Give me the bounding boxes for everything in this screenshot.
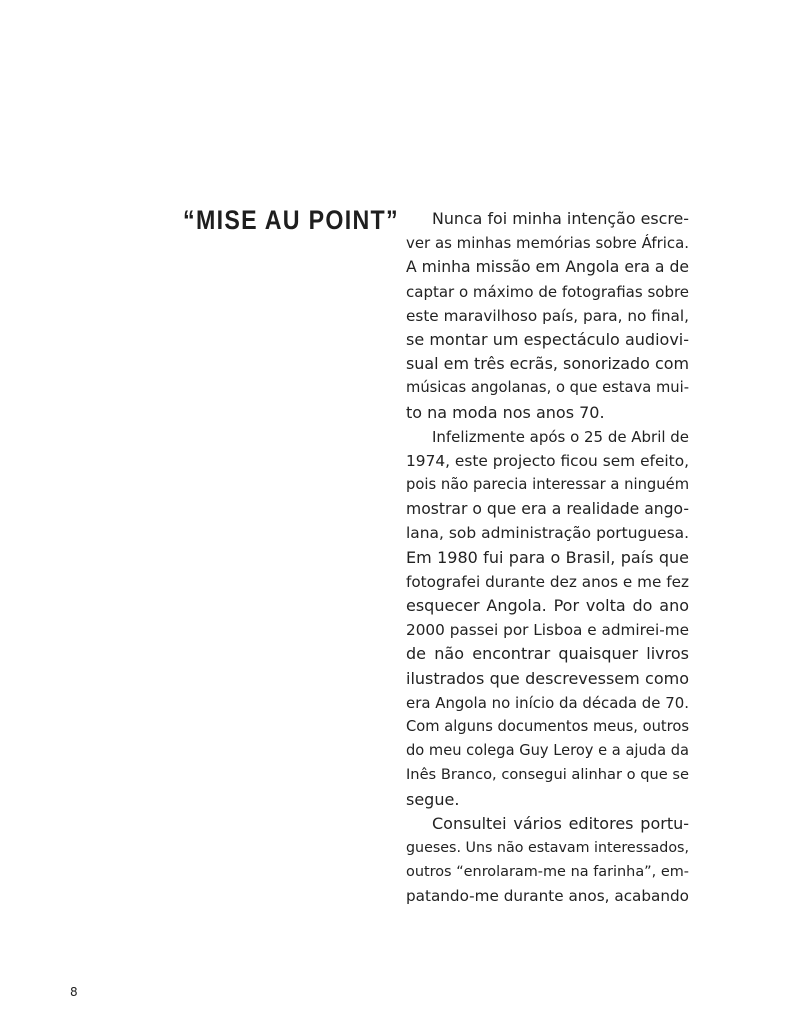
- text-line: gueses. Uns não estavam interessados,: [406, 839, 689, 856]
- text-line: captar o máximo de fotografias sobre: [406, 282, 690, 301]
- paragraph: [406, 812, 689, 909]
- text-line: segue.: [406, 789, 460, 809]
- text-line: esquecer Angola. Por volta do ano: [406, 596, 689, 615]
- text-line: to na moda nos anos 70.: [406, 402, 605, 422]
- text-line: Consultei vários editores portu-: [432, 813, 689, 833]
- text-line: 1974, este projecto ficou sem efeito,: [406, 451, 689, 470]
- text-line: este maravilhoso país, para, no final,: [406, 306, 689, 325]
- text-line: 2000 passei por Lisboa e admirei-me: [406, 621, 689, 640]
- text-line: era Angola no início da década de 70.: [406, 693, 689, 712]
- body-text: [406, 207, 689, 908]
- text-line: Com alguns documentos meus, outros: [406, 717, 690, 735]
- section-heading: “MISE AU POINT”: [183, 205, 399, 235]
- text-line: outros “enrolaram-me na farinha”, em-: [406, 864, 689, 881]
- text-line: Inês Branco, consegui alinhar o que se: [406, 766, 689, 784]
- text-line: se montar um espectáculo audiovi-: [406, 329, 689, 349]
- text-line: A minha missão em Angola era a de: [406, 257, 689, 277]
- text-line: patando-me durante anos, acabando: [406, 887, 689, 906]
- text-line: mostrar o que era a realidade ango-: [406, 500, 690, 519]
- text-line: músicas angolanas, o que estava mui-: [406, 379, 689, 397]
- text-line: do meu colega Guy Leroy e a ajuda da: [406, 742, 690, 760]
- text-line: ilustrados que descrevessem como: [406, 668, 689, 688]
- paragraph: [406, 207, 689, 425]
- text-line: Infelizmente após o 25 de Abril de: [432, 427, 689, 446]
- text-line: pois não parecia interessar a ninguém: [406, 476, 690, 494]
- text-line: ver as minhas memórias sobre África.: [406, 234, 689, 253]
- text-line: Em 1980 fui para o Brasil, país que: [406, 547, 689, 567]
- text-line: de não encontrar quaisquer livros: [406, 644, 689, 664]
- text-line: sual em três ecrãs, sonorizado com: [406, 354, 689, 374]
- text-line: lana, sob administração portuguesa.: [406, 524, 689, 543]
- text-line: Nunca foi minha intenção escre-: [432, 209, 689, 228]
- paragraph: [406, 425, 689, 812]
- text-line: fotografei durante dez anos e me fez: [406, 572, 689, 591]
- page-number: 8: [70, 985, 78, 999]
